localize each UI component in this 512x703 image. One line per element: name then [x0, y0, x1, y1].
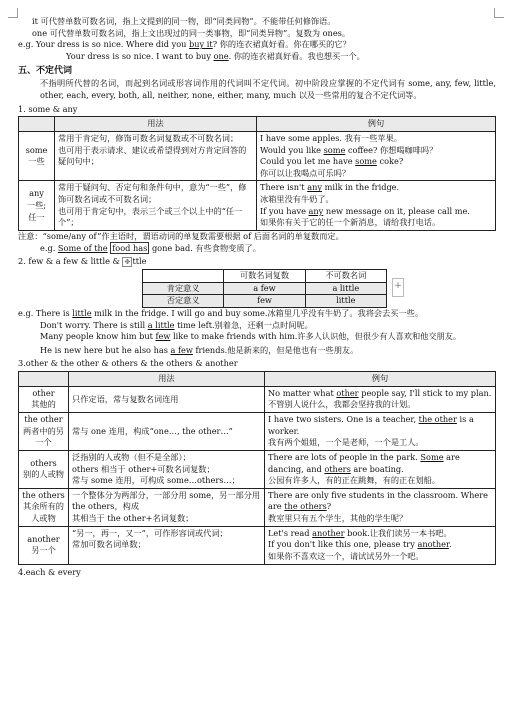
example-cell: Let's read another book.让我们读另一本书吧。 If you don't like this one, please try another. 如果你不喜欢这一个，请试试另外一个吧。 — [265, 526, 496, 564]
row-label: any 一些; 任一 — [19, 181, 55, 231]
subsection-title: 4.each & every — [18, 566, 81, 577]
table-row: 肯定意义 a few a little — [143, 282, 387, 295]
table-header-row — [19, 117, 496, 132]
table-row — [19, 488, 496, 526]
example-cell: There are only five students in the classroom. Where are the others? 教室里只有五个学生，其他的学生呢？ — [265, 488, 496, 526]
example-line: e.g. Your dress is so nice. Where did you buy it? 你的连衣裙真好看。你在哪买的它？ — [18, 39, 351, 50]
example-cell: There isn't any milk in the fridge. 冰箱里没有牛奶了。 If you have any new message on it, please call me. 如果你有关于它的任一个新消息，请给我打电话。 — [257, 181, 496, 231]
table-header: 用法 — [55, 117, 257, 132]
table-row — [19, 386, 496, 412]
row-label: some 一些 — [19, 131, 55, 181]
table-row — [19, 181, 496, 231]
usage-cell: 常用于疑问句、否定句和条件句中，意为“一些”，修饰可数名词或不可数名词； 也可用于肯定句中，表示三个或三个以上中的“任一个”； — [55, 181, 257, 231]
table-header: 用法 — [69, 372, 265, 387]
section-heading: 五、不定代词 — [18, 65, 73, 76]
example-line: Your dress is so nice. I want to buy one. 你的连衣裙真好看。我也想买一个。 — [66, 50, 365, 61]
example-line: Don't worry. There is still a little time left.别着急，还剩一点时间呢。 — [40, 319, 313, 330]
row-label: other 其他的 — [19, 386, 69, 412]
table-row — [19, 450, 496, 488]
note-line: 注意：“some/any of”作主语时，谓语动词的单复数需要根据 of 后面名词的单复数而定。 — [18, 231, 344, 242]
table-header: 例句 — [257, 117, 496, 132]
row-label: the other 两者中的另一个 — [19, 412, 69, 450]
subsection-title: 2. few & a few & little & ✥ ttle — [18, 256, 147, 267]
subsection-title: 3.other & the other & others & the others & another — [18, 358, 238, 369]
table-header-row — [143, 269, 387, 282]
selected-text-box[interactable]: food has — [112, 242, 148, 253]
table-row — [19, 131, 496, 181]
example-line: e.g. There is little milk in the fridge. I will go and buy some.冰箱里几乎没有牛奶了。我将会去买一些。 — [18, 307, 424, 318]
row-label: the others 其余所有的人或物 — [19, 488, 69, 526]
other-table — [18, 371, 496, 565]
table-row: 否定意义 few little — [143, 295, 387, 308]
few-little-table — [142, 269, 387, 308]
usage-cell: “另一，再一，又一”，可作形容词或代词； 常加可数名词单数； — [69, 526, 265, 564]
section-paragraph: 不指明所代替的名词，而起到名词或形容词作用的代词叫不定代词。初中阶段应掌握的不定代词有 some, any, few, little, other, each, every, both, all, neither, none, either, many, much 以及一些常用的复合不定代词等。 — [40, 78, 496, 100]
table-row — [19, 526, 496, 564]
row-label: another 另一个 — [19, 526, 69, 564]
add-column-icon[interactable]: + — [392, 278, 404, 297]
some-any-table — [18, 116, 496, 231]
usage-cell: 一个整体分为两部分，一部分用 some，另一部分用 the others，构成 其相当于 the other+名词复数； — [69, 488, 265, 526]
example-line: Many people know him but few like to make friends with him.许多人认识他，但很少有人喜欢和他交朋友。 — [40, 331, 462, 342]
table-row — [19, 412, 496, 450]
example-cell: I have some apples. 我有一些苹果。 Would you like some coffee? 你想喝咖啡吗？ Could you let me have some coke? 你可以让我喝点可乐吗？ — [257, 131, 496, 181]
example-line: e.g. Some of the food has gone bad. 有些食物变质了。 — [40, 242, 261, 253]
usage-cell: 常与 one 连用，构成“one…, the other…” — [69, 412, 265, 450]
usage-cell: 只作定语，常与复数名词连用 — [69, 386, 265, 412]
document-body — [18, 16, 496, 579]
table-header: 可数名词复数 — [224, 269, 305, 282]
example-cell: No matter what other people say, I'll stick to my plan.不管别人说什么，我都会坚持我的计划。 — [265, 386, 496, 412]
table-header: 不可数名词 — [305, 269, 386, 282]
usage-cell: 常用于肯定句，修饰可数名词复数或不可数名词； 也可用于表示请求、建议或希望得到对方肯定回答的疑问句中； — [55, 131, 257, 181]
example-cell: There are lots of people in the park. Some are dancing, and others are boating. 公园有许多人，有的正在跳舞，有的正在划船。 — [265, 450, 496, 488]
it-rule: it 可代替单数可数名词，指上文提到的同一物，即“同类同物”。不能带任何修饰语。 — [32, 16, 336, 26]
usage-cell: 泛指别的人或物（但不是全部）； others 相当于 other+可数名词复数； 常与 some 连用，可构成 some…others…； — [69, 450, 265, 488]
subsection-title: 1. some & any — [18, 103, 78, 114]
page-corner-mark — [8, 8, 18, 18]
example-cell: I have two sisters. One is a teacher, the other is a worker. 我有两个姐姐，一个是老师，一个是工人。 — [265, 412, 496, 450]
row-label: others 别的人或物 — [19, 450, 69, 488]
example-line: He is new here but he also has a few friends.他是新来的，但是他也有一些朋友。 — [40, 344, 359, 355]
move-handle-icon[interactable]: ✥ — [122, 257, 132, 267]
table-header: 例句 — [265, 372, 496, 387]
one-rule: one 可代替单数可数名词，指上文出现过的同一类事物，即“同类异物”。复数为 ones。 — [32, 27, 351, 38]
few-little-table-wrap — [18, 269, 496, 308]
table-header-row — [19, 372, 496, 387]
